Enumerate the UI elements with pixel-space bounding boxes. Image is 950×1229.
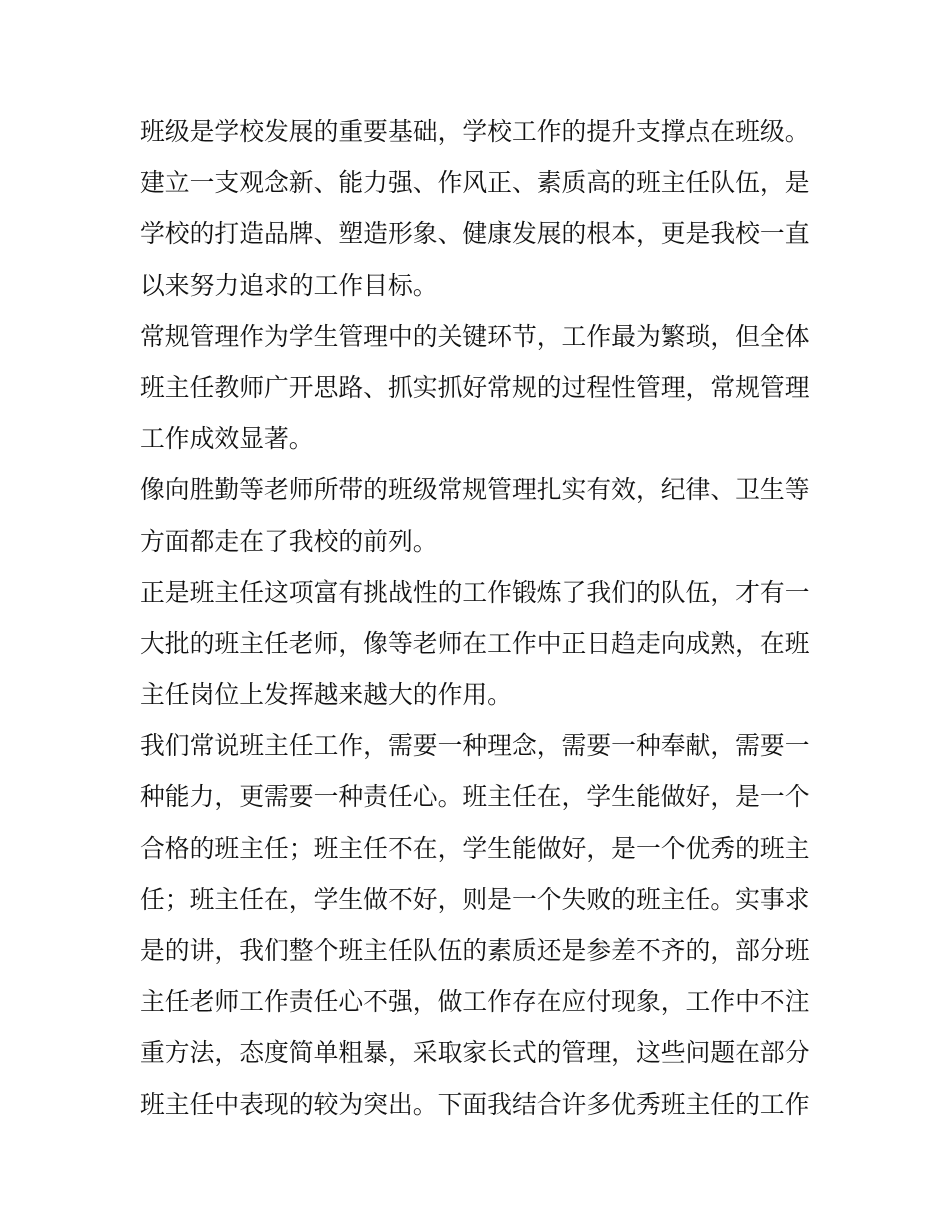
text-line: 班级是学校发展的重要基础，学校工作的提升支撑点在班级。: [140, 117, 810, 146]
text-line: 是的讲，我们整个班主任队伍的素质还是参差不齐的，部分班: [140, 936, 810, 965]
text-line: 建立一支观念新、能力强、作风正、素质高的班主任队伍，是: [140, 168, 810, 198]
text-line: 学校的打造品牌、塑造形象、健康发展的根本，更是我校一直: [140, 219, 810, 249]
text-line: 主任岗位上发挥越来越大的作用。: [140, 680, 512, 710]
text-line: 任；班主任在，学生做不好，则是一个失败的班主任。实事求: [140, 884, 810, 914]
text-line: 以来努力追求的工作目标。: [140, 270, 438, 300]
text-line: 主任老师工作责任心不强，做工作存在应付现象，工作中不注: [140, 987, 810, 1017]
text-line: 常规管理作为学生管理中的关键环节，工作最为繁琐，但全体: [140, 321, 810, 351]
text-line: 重方法，态度简单粗暴，采取家长式的管理，这些问题在部分: [140, 1038, 810, 1068]
document-body: [140, 106, 820, 1130]
text-line: 合格的班主任；班主任不在，学生能做好，是一个优秀的班主: [140, 833, 810, 863]
text-line: 像向胜勤等老师所带的班级常规管理扎实有效，纪律、卫生等: [140, 475, 810, 505]
text-line: 我们常说班主任工作，需要一种理念，需要一种奉献，需要一: [140, 731, 810, 761]
text-line: 大批的班主任老师，像等老师在工作中正日趋走向成熟，在班: [140, 628, 810, 658]
text-line: 班主任教师广开思路、抓实抓好常规的过程性管理，常规管理: [140, 372, 810, 402]
text-line: 工作成效显著。: [140, 424, 314, 454]
text-line: 班主任中表现的较为突出。下面我结合许多优秀班主任的工作: [140, 1089, 810, 1119]
text-line: 种能力，更需要一种责任心。班主任在，学生能做好，是一个: [140, 782, 810, 812]
text-line: 方面都走在了我校的前列。: [140, 526, 438, 556]
text-line: 正是班主任这项富有挑战性的工作锻炼了我们的队伍，才有一: [140, 577, 810, 607]
